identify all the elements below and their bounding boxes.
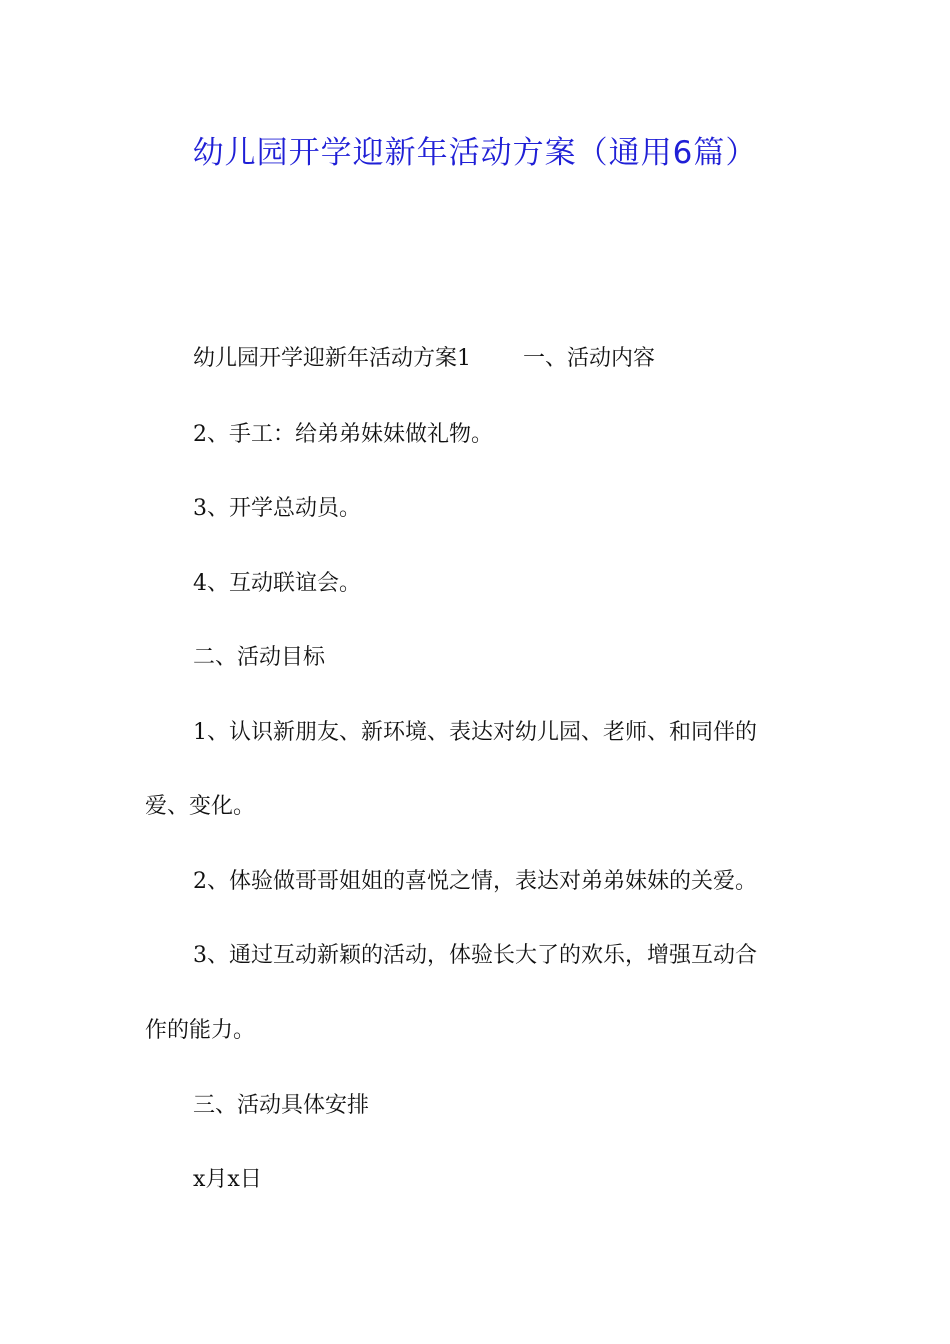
heading-line [193,342,655,376]
date-line: x月x日 [193,1167,262,1192]
content-line: 3、通过互动新颖的活动，体验长大了的欢乐，增强互动合 [193,943,757,968]
section-heading-schedule: 三、活动具体安排 [193,1093,370,1118]
section-heading-goals: 二、活动目标 [193,645,326,670]
content-line: 4、互动联谊会。 [193,571,361,596]
section-heading-activity-content: 一、活动内容 [523,346,656,371]
content-line-continued: 爱、变化。 [145,794,256,819]
content-line: 3、开学总动员。 [193,496,361,521]
content-line: 1、认识新朋友、新环境、表达对幼儿园、老师、和同伴的 [193,720,757,745]
content-line: 2、体验做哥哥姐姐的喜悦之情，表达对弟弟妹妹的关爱。 [193,869,757,894]
content-line: 2、手工：给弟弟妹妹做礼物。 [193,422,493,447]
document-title: 幼儿园开学迎新年活动方案（通用6篇） [192,135,758,171]
plan-heading: 幼儿园开学迎新年活动方案1 [193,346,471,371]
content-line-continued: 作的能力。 [145,1018,256,1043]
